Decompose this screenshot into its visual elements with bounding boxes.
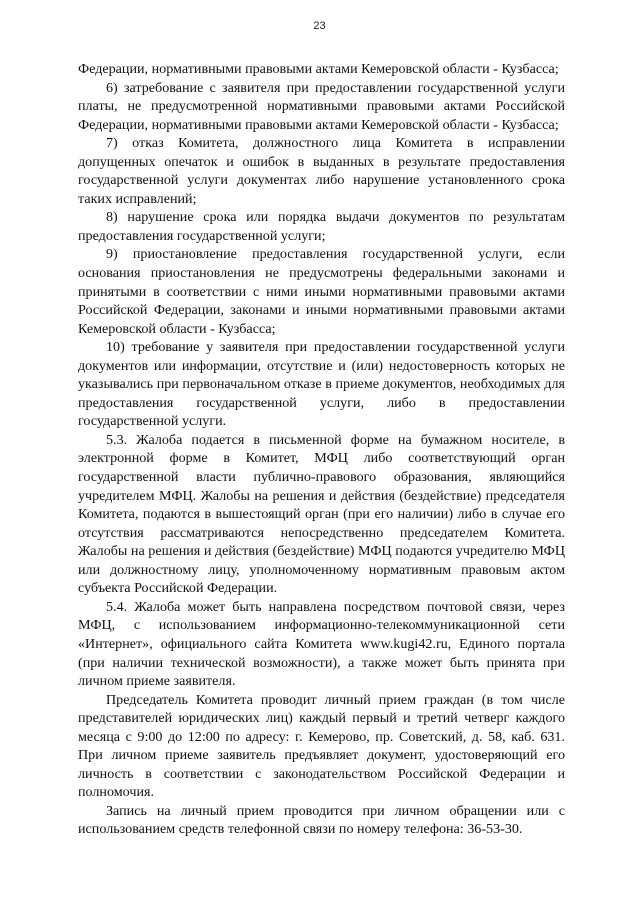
personal-reception-paragraph: Председатель Комитета проводит личный прием граждан (в том числе представителей юридических лиц) каждый первый и третий четверг каждого месяца с 9:00 до 12:00 по адресу: г. Кемерово, пр. Советский, д. 58, каб. 631. При личном приеме заявитель предъявляет документ, удостоверяющий его личность в соответствии с законодательством Российской Федерации и полномочия. <box>78 691 565 801</box>
list-item-8: 8) нарушение срока или порядка выдачи документов по результатам предоставления государственной услуги; <box>78 209 565 244</box>
list-item-9: 9) приостановление предоставления государственной услуги, если основания приостановления не предусмотрены федеральными законами и принятыми в соответствии с ними иными нормативными правовыми актами Российской Федерации, законами и иными нормативными правовыми актами Кемеровской области - Кузбасса; <box>78 246 565 337</box>
document-body <box>78 60 565 839</box>
list-item-6: 6) затребование с заявителя при предоставлении государственной услуги платы, не предусмотренной нормативными правовыми актами Российской Федерации, нормативными правовыми актами Кемеровской области - Кузбасса; <box>78 79 565 133</box>
list-item-7: 7) отказ Комитета, должностного лица Комитета в исправлении допущенных опечаток и ошибок в выданных в результате предоставления государственной услуги документах либо нарушение установленного срока таких исправлений; <box>78 135 565 207</box>
section-5-3: 5.3. Жалоба подается в письменной форме на бумажном носителе, в электронной форме в Комитет, МФЦ либо соответствующий орган государственной власти публично-правового образования, являющийся учредителем МФЦ. Жалобы на решения и действия (бездействие) председателя Комитета, подаются в вышестоящий орган (при его наличии) либо в случае его отсутствия рассматриваются непосредственно председателем Комитета. Жалобы на решения и действия (бездействие) МФЦ подаются учредителю МФЦ или должностному лицу, уполномоченному нормативным правовым актом субъекта Российской Федерации. <box>78 431 565 597</box>
page-number: 23 <box>313 20 326 32</box>
appointment-paragraph: Запись на личный прием проводится при личном обращении или с использованием средств телефонной связи по номеру телефона: 36-53-30. <box>78 802 565 838</box>
paragraph-continuation: Федерации, нормативными правовыми актами Кемеровской области - Кузбасса; <box>78 61 559 77</box>
section-5-4: 5.4. Жалоба может быть направлена посредством почтовой связи, через МФЦ, с использованием информационно-телекоммуникационной сети «Интернет», официального сайта Комитета www.kugi42.ru, Единого портала (при наличии технической возможности), а также может быть принята при личном приеме заявителя. <box>78 598 565 690</box>
list-item-10: 10) требование у заявителя при предоставлении государственной услуги документов или информации, отсутствие и (или) недостоверность которых не указывались при первоначальном отказе в приеме документов, необходимых для предоставления государственной услуги, либо в предоставлении государственной услуги. <box>78 339 565 430</box>
